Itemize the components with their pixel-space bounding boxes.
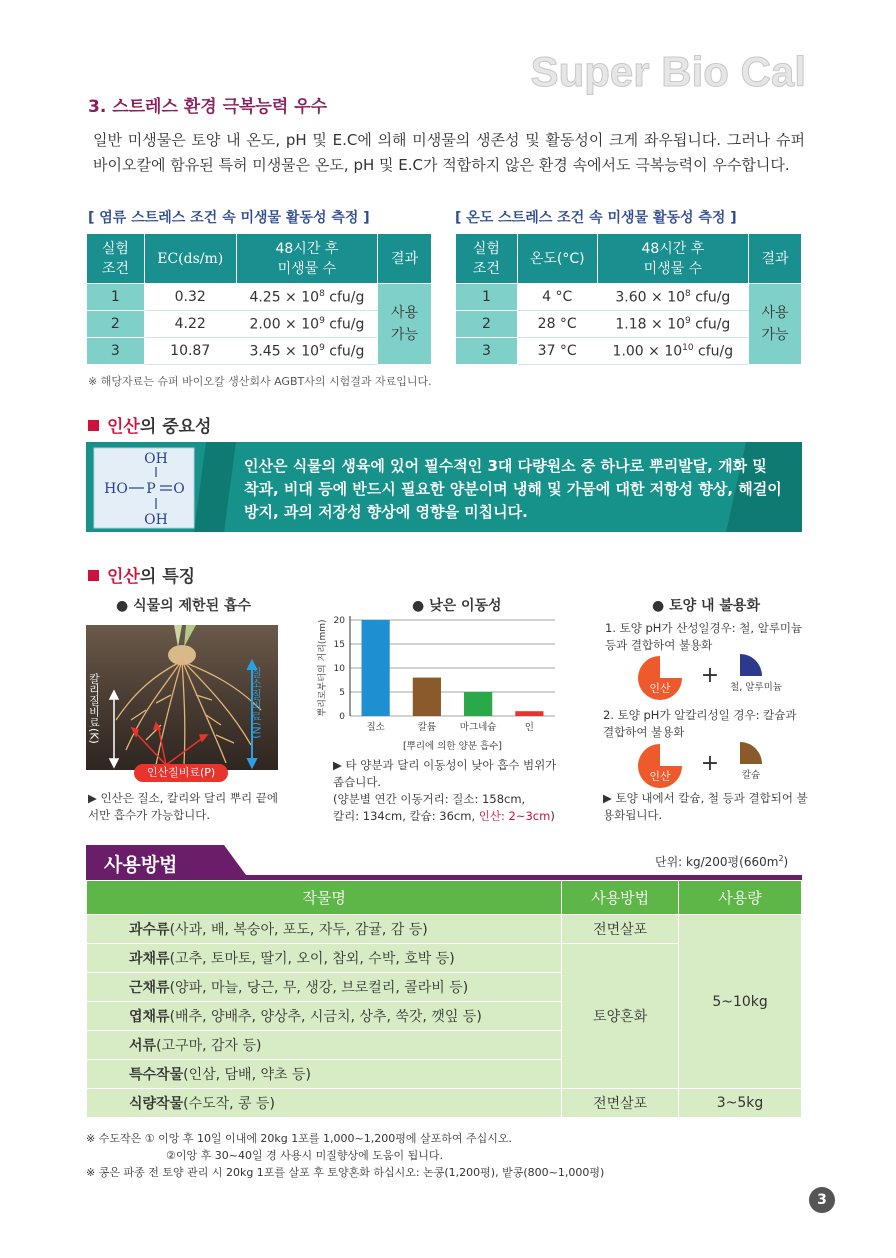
bar bbox=[362, 620, 390, 716]
table-cell: $3.45 \times 10^9$ cfu/g bbox=[236, 338, 378, 365]
col-header: 사용방법 bbox=[562, 881, 679, 915]
col-header: EC(ds/m) bbox=[144, 234, 236, 284]
table-cell: $4.25 \times 10^8$ cfu/g bbox=[236, 284, 378, 311]
usage-table bbox=[86, 880, 802, 1118]
y-axis-label: 뿌리로부터의 거리(mm) bbox=[318, 619, 328, 717]
temp-stress-table bbox=[455, 233, 802, 365]
bar bbox=[515, 711, 543, 716]
label-potassium: 칼리질비료(K) bbox=[87, 673, 101, 744]
table-cell: 4.22 bbox=[144, 311, 236, 338]
svg-text:인산: 인산 bbox=[649, 770, 671, 783]
svg-text:OH: OH bbox=[144, 512, 168, 528]
bar bbox=[413, 678, 441, 716]
col-header: 사용량 bbox=[679, 881, 802, 915]
svg-text:칼슘: 칼슘 bbox=[741, 770, 761, 781]
method-cell: 전면살포 bbox=[562, 1089, 679, 1118]
amount-cell: 5~10kg bbox=[679, 915, 802, 1089]
col-header: 48시간 후 미생물 수 bbox=[597, 234, 749, 284]
x-axis-label: [뿌리에 의한 양분 흡수] bbox=[402, 741, 503, 752]
square-bullet-icon bbox=[88, 570, 99, 581]
root-illustration bbox=[86, 625, 278, 783]
col2-heading: ● 낮은 이동성 bbox=[412, 598, 502, 614]
col-header: 작물명 bbox=[87, 881, 562, 915]
table-cell: $3.60 \times 10^8$ cfu/g bbox=[597, 284, 749, 311]
svg-text:HO: HO bbox=[104, 481, 128, 497]
col1-caption: ▶ 인산은 질소, 칼리와 달리 뿌리 끝에서만 흡수가 가능합니다. bbox=[88, 791, 278, 822]
y-tick-label: 20 bbox=[333, 616, 345, 626]
col-header: 결과 bbox=[749, 234, 802, 284]
col-header: 실험 조건 bbox=[456, 234, 518, 284]
crop-cell: 서류(고구마, 감자 등) bbox=[87, 1031, 562, 1060]
brand-text: Super Bio Cal bbox=[530, 48, 806, 95]
y-tick-label: 10 bbox=[333, 664, 345, 674]
table-cell: 4 °C bbox=[517, 284, 597, 311]
col-header: 온도(°C) bbox=[517, 234, 597, 284]
usage-title: 사용방법 bbox=[104, 854, 178, 876]
crop-cell: 과채류(고추, 토마토, 딸기, 오이, 참외, 수박, 호박 등) bbox=[87, 944, 562, 973]
y-tick-label: 15 bbox=[333, 640, 345, 650]
method-cell: 전면살포 bbox=[562, 915, 679, 944]
section-title: 3. 스트레스 환경 극복능력 우수 bbox=[88, 97, 328, 117]
svg-text:OH: OH bbox=[144, 451, 168, 467]
plus-icon: + bbox=[700, 751, 720, 776]
insolubility-item-1: 1. 토양 pH가 산성일경우: 철, 알루미늄 등과 결합하여 불용화 bbox=[605, 621, 803, 652]
result-cell: 사용 가능 bbox=[378, 284, 432, 365]
phosphate-features-title: 인산의 특징 bbox=[88, 562, 195, 587]
salt-stress-table bbox=[86, 233, 432, 365]
diagram-alkaline bbox=[630, 740, 810, 788]
table-cell: $1.18 \times 10^9$ cfu/g bbox=[597, 311, 749, 338]
table-cell: 2 bbox=[87, 311, 145, 338]
col-header: 결과 bbox=[378, 234, 432, 284]
phosphate-importance-text: 인산은 식물의 생육에 있어 필수적인 3대 다량원소 중 하나로 뿌리발달, 개화 및 착과, 비대 등에 반드시 필요한 양분이며 냉해 및 가뭄에 대한 저항성 향상, 해걸이 방지, 과의 저장성 향상에 영향을 미칩니다. bbox=[244, 457, 782, 521]
crop-cell: 과수류(사과, 배, 복숭아, 포도, 자두, 감귤, 감 등) bbox=[87, 915, 562, 944]
temp-table-caption: [ 온도 스트레스 조건 속 미생물 활동성 측정 ] bbox=[455, 210, 737, 226]
diagram-acidic bbox=[630, 652, 810, 700]
bar bbox=[464, 692, 492, 716]
crop-cell: 근채류(양파, 마늘, 당근, 무, 생강, 브로컬리, 콜라비 등) bbox=[87, 973, 562, 1002]
col-header: 실험 조건 bbox=[87, 234, 145, 284]
result-cell: 사용 가능 bbox=[749, 284, 802, 365]
insolubility-item-2: 2. 토양 pH가 알칼리성일 경우: 칼슘과 결합하여 불용화 bbox=[603, 708, 797, 739]
table-cell: 10.87 bbox=[144, 338, 236, 365]
method-cell: 토양혼화 bbox=[562, 944, 679, 1089]
y-tick-label: 0 bbox=[339, 712, 345, 722]
crop-cell: 엽채류(배추, 양배추, 양상추, 시금치, 상추, 쑥갓, 깻잎 등) bbox=[87, 1002, 562, 1031]
salt-table-caption: [ 염류 스트레스 조건 속 미생물 활동성 측정 ] bbox=[88, 210, 370, 226]
svg-text:O: O bbox=[173, 481, 185, 497]
page-number: 3 bbox=[809, 1187, 835, 1213]
footnote-1: ※ 수도작은 ① 이앙 후 10일 이내에 20kg 1포를 1,000~1,200평에 살포하여 주십시오. bbox=[86, 1132, 512, 1145]
col3-caption: ▶ 토양 내에서 칼슘, 철 등과 결합되어 불용화됩니다. bbox=[603, 791, 808, 822]
label-nitrogen: 질소질비료(N) bbox=[249, 667, 263, 739]
table-cell: 37 °C bbox=[517, 338, 597, 365]
col1-heading: ● 식물의 제한된 흡수 bbox=[116, 598, 252, 614]
col3-heading: ● 토양 내 불용화 bbox=[652, 598, 760, 614]
footnote-2: ②이앙 후 30~40일 경 사용시 미질향상에 도움이 됩니다. bbox=[166, 1149, 443, 1162]
table-cell: $1.00 \times 10^{10}$ cfu/g bbox=[597, 338, 749, 365]
section-paragraph: 일반 미생물은 토양 내 온도, pH 및 E.C에 의해 미생물의 생존성 및 활동성이 크게 좌우됩니다. 그러나 슈퍼 바이오칼에 함유된 특허 미생물은 온도, pH 및 E.C가 적합하지 않은 환경 속에서도 극복능력이 우수합니다. bbox=[93, 131, 805, 174]
x-tick-label: 마그네슘 bbox=[459, 722, 497, 733]
table-cell: 2 bbox=[456, 311, 518, 338]
mobility-chart bbox=[310, 608, 560, 756]
label-phosphate: 인산질비료(P) bbox=[134, 764, 228, 782]
amount-cell: 3~5kg bbox=[679, 1089, 802, 1118]
table-cell: 3 bbox=[87, 338, 145, 365]
crop-cell: 식량작물(수도작, 콩 등) bbox=[87, 1089, 562, 1118]
crop-cell: 특수작물(인삼, 담배, 약초 등) bbox=[87, 1060, 562, 1089]
col-header: 48시간 후 미생물 수 bbox=[236, 234, 378, 284]
table-cell: 0.32 bbox=[144, 284, 236, 311]
calcium-icon bbox=[740, 742, 762, 764]
table-cell: $2.00 \times 10^9$ cfu/g bbox=[236, 311, 378, 338]
x-tick-label: 칼륨 bbox=[417, 722, 437, 733]
table-cell: 1 bbox=[456, 284, 518, 311]
table-note: ※ 해당자료는 슈퍼 바이오칼 생산회사 AGBT사의 시험결과 자료입니다. bbox=[88, 375, 432, 388]
x-tick-label: 질소 bbox=[366, 722, 385, 733]
table-cell: 3 bbox=[456, 338, 518, 365]
y-tick-label: 5 bbox=[339, 688, 345, 698]
svg-text:인산: 인산 bbox=[649, 682, 671, 695]
iron-aluminum-icon bbox=[740, 654, 762, 676]
table-cell: 1 bbox=[87, 284, 145, 311]
plus-icon: + bbox=[700, 663, 720, 688]
x-tick-label: 인 bbox=[524, 722, 534, 733]
svg-text:P: P bbox=[146, 481, 156, 497]
usage-unit: 단위: kg/200평$(660m^2)$ bbox=[655, 854, 789, 869]
col2-caption: ▶ 타 양분과 달리 이동성이 낮아 흡수 범위가 좁습니다. (양분별 연간 이동거리: 질소: 158cm, 칼리: 134cm, 칼슘: 36cm, 인산: 2~3cm) bbox=[333, 758, 557, 823]
phosphate-importance-title: 인산의 중요성 bbox=[88, 412, 211, 437]
svg-text:철, 알루미늄: 철, 알루미늄 bbox=[730, 682, 782, 693]
table-cell: 28 °C bbox=[517, 311, 597, 338]
square-bullet-icon bbox=[88, 420, 99, 431]
footnote-3: ※ 콩은 파종 전 토양 관리 시 20kg 1포를 살포 후 토양혼화 하십시오: 논콩(1,200평), 밭콩(800~1,000평) bbox=[86, 1166, 605, 1179]
